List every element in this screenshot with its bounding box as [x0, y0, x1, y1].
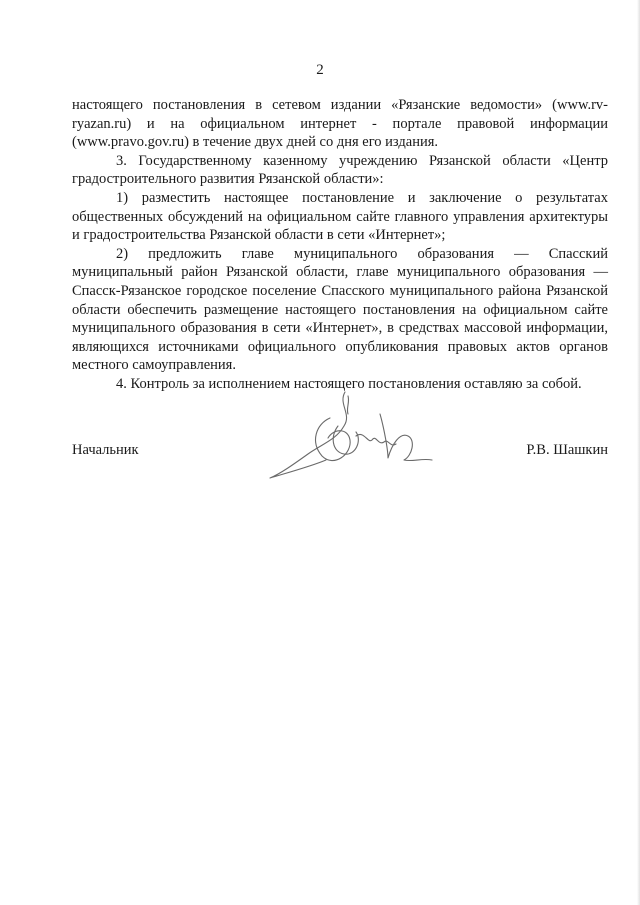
document-body [72, 96, 608, 394]
position-title: Начальник [72, 442, 139, 458]
signer-name: Р.В. Шашкин [526, 442, 608, 458]
handwritten-signature-icon [260, 384, 440, 484]
paragraph-publication: настоящего постановления в сетевом издании «Рязанские ведомости» (www.rv-ryazan.ru) и на официальном интернет - портале правовой информации (www.pravo.gov.ru) в течение двух дней со дня его издания. [72, 97, 608, 151]
signature-block [72, 384, 608, 494]
paragraph-item-4: 4. Контроль за исполнением настоящего постановления оставляю за собой. [116, 375, 582, 392]
paragraph-subitem-2: 2) предложить главе муниципального образования — Спасский муниципальный район Рязанской области, главе муниципального образования — Спасск-Рязанское городское поселение Спасского муниципального района Рязанской области обеспечить размещение настоящего постановления на официальном сайте муниципального образования в сети «Интернет», в средствах массовой информации, являющихся источниками официального опубликования правовых актов органов местного самоуправления. [72, 245, 608, 374]
page-number: 2 [316, 62, 324, 78]
paragraph-subitem-1: 1) разместить настоящее постановление и заключение о результатах общественных обсуждений на официальном сайте главного управления архитектуры и градостроительства Рязанской области в сети «Интернет»; [72, 189, 608, 244]
paragraph-item-3: 3. Государственному казенному учреждению Рязанской области «Центр градостроительного развития Рязанской области»: [72, 152, 608, 188]
